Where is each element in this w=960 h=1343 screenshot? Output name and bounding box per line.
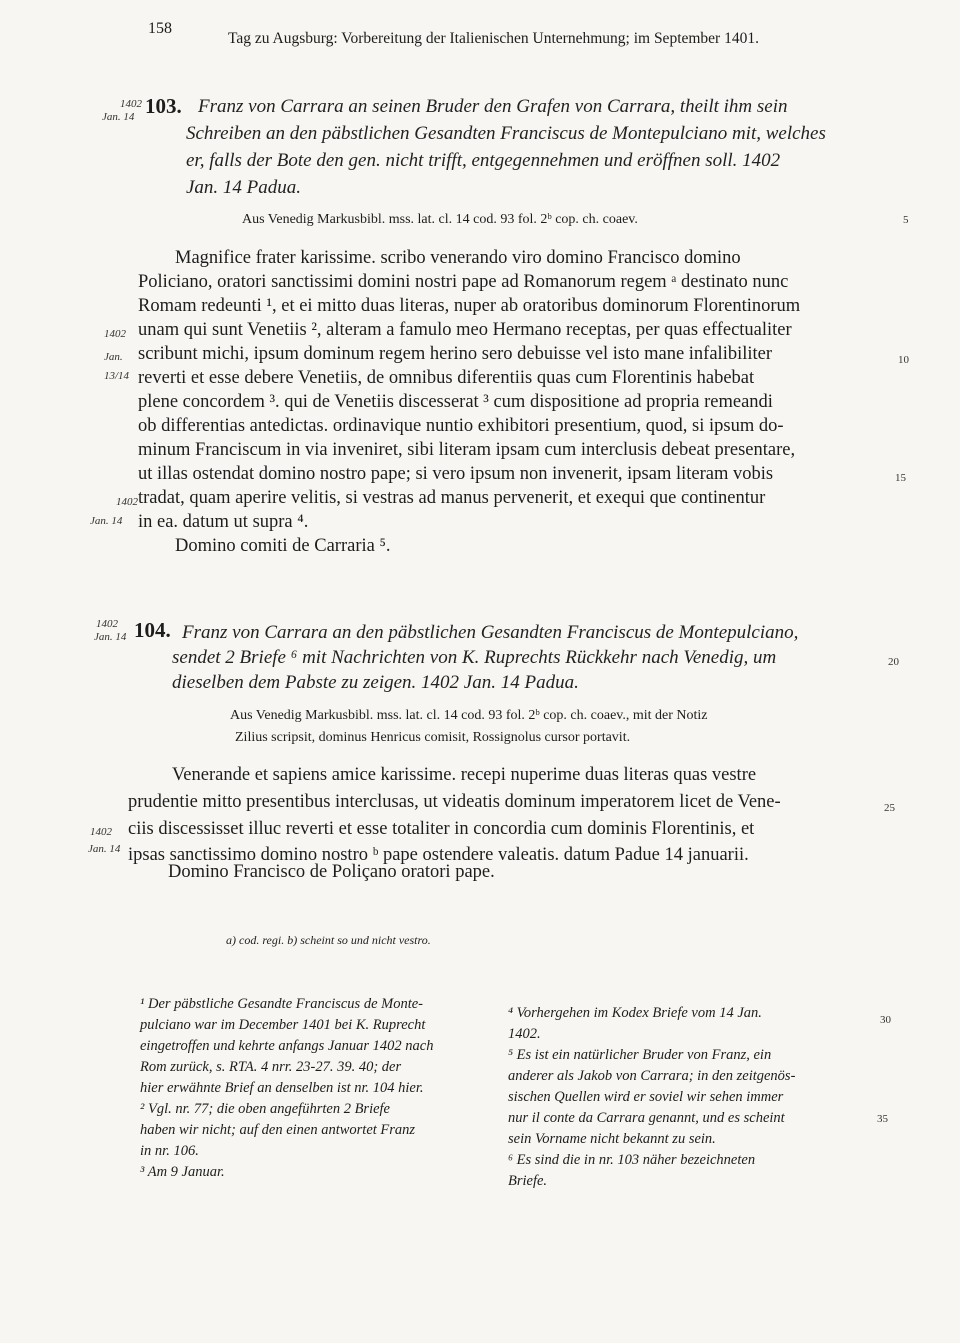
footnote-left-line: pulciano war im December 1401 bei K. Ruprecht (140, 1017, 426, 1033)
footnote-right-line: sischen Quellen wird er soviel wir sehen immer (508, 1089, 784, 1105)
body-103-line-8: ob differentias antedictas. ordinavique nuntio exhibitori presentium, quod, si ipsum do- (138, 416, 784, 436)
body-104-line-4: ipsas sanctissimo domino nostro ᵇ pape ostendere valeatis. datum Padue 14 januarii. (128, 845, 749, 865)
margin-date-103-body-1: 1402 Jan. 13/14 (104, 328, 130, 382)
line-number-30: 30 (880, 1014, 891, 1026)
doc-number-103: 103. (145, 94, 182, 118)
footnote-right-line: anderer als Jakob von Carrara; in den zeitgenös- (508, 1068, 796, 1084)
margin-date-103: 1402 Jan. 14 (102, 98, 142, 123)
footnote-right-line: Briefe. (508, 1173, 548, 1189)
line-number-15: 15 (895, 472, 906, 484)
body-104-line-2: prudentie mitto presentibus interclusas, ut videatis dominum imperatorem licet de Vene- (128, 792, 781, 812)
margin-date-103-body-2: 1402 Jan. 14 (90, 496, 138, 527)
footnote-left-line: ³ Am 9 Januar. (140, 1164, 225, 1180)
footnote-right-line: ⁶ Es sind die in nr. 103 näher bezeichneten (508, 1152, 756, 1168)
heading-103-line-1: Franz von Carrara an seinen Bruder den Grafen von Carrara, theilt ihm sein (198, 96, 788, 117)
body-103-line-6: reverti et esse debere Venetiis, de omnibus diferentiis quas cum Florentinis habebat (138, 368, 755, 388)
footnote-left-line: in nr. 106. (140, 1143, 199, 1159)
footnote-right-line: ⁵ Es ist ein natürlicher Bruder von Franz, ein (508, 1047, 772, 1063)
heading-103-line-2: Schreiben an den päbstlichen Gesandten Franciscus de Montepulciano mit, welches (186, 123, 826, 144)
line-number-5: 5 (903, 214, 909, 226)
footnotes-right (508, 1003, 853, 1192)
margin-date-104: 1402 Jan. 14 (94, 618, 127, 643)
body-103-line-12: in ea. datum ut supra ⁴. (138, 512, 309, 532)
footnotes-left (140, 994, 485, 1183)
heading-104-line-3: dieselben dem Pabste zu zeigen. 1402 Jan. 14 Padua. (172, 672, 579, 693)
footnote-left-line: ¹ Der päbstliche Gesandte Franciscus de Monte- (140, 996, 424, 1012)
line-number-20: 20 (888, 656, 899, 668)
source-104-line-1: Aus Venedig Markusbibl. mss. lat. cl. 14 cod. 93 fol. 2ᵇ cop. ch. coaev., mit der Notiz (230, 708, 708, 723)
footnote-right-line: sein Vorname nicht bekannt zu sein. (508, 1131, 716, 1147)
body-103-line-11: tradat, quam aperire velitis, si vestras ad manus pervenerit, et exequi que continentur (138, 488, 766, 508)
page-number: 158 (148, 20, 172, 37)
footnote-left-line: eingetroffen und kehrte anfangs Januar 1402 nach (140, 1038, 434, 1054)
footnote-left-line: haben wir nicht; auf den einen antwortet Franz (140, 1122, 416, 1138)
footnote-left-line: ² Vgl. nr. 77; die oben angeführten 2 Briefe (140, 1101, 390, 1117)
line-number-10: 10 (898, 354, 909, 366)
footnote-left-line: hier erwähnte Brief an denselben ist nr. 104 hier. (140, 1080, 424, 1096)
body-104-line-1: Venerande et sapiens amice karissime. recepi nuperime duas literas quas vestre (172, 765, 757, 785)
heading-103-line-3: er, falls der Bote den gen. nicht trifft, entgegennehmen und eröffnen soll. 1402 (186, 150, 781, 171)
body-103-line-9: minum Franciscum in via inveniret, sibi literam ipsam cum interclusis debeat presentare, (138, 440, 796, 460)
doc-number-104: 104. (134, 618, 171, 642)
footnote-left-line: Rom zurück, s. RTA. 4 nrr. 23-27. 39. 40; der (140, 1059, 402, 1075)
body-103-address: Domino comiti de Carraria ⁵. (175, 536, 391, 556)
body-103-line-1: Magnifice frater karissime. scribo venerando viro domino Francisco domino (175, 248, 741, 268)
line-number-35: 35 (877, 1113, 888, 1125)
heading-103-line-4: Jan. 14 Padua. (186, 177, 302, 198)
body-103-line-2: Policiano, oratori sanctissimi domini nostri pape ad Romanorum regem ᵃ destinato nunc (138, 272, 789, 292)
source-103: Aus Venedig Markusbibl. mss. lat. cl. 14 cod. 93 fol. 2ᵇ cop. ch. coaev. (242, 212, 638, 227)
critical-apparatus: a) cod. regi. b) scheint so und nicht vestro. (226, 933, 431, 947)
body-103-line-4: unam qui sunt Venetiis ², alteram a famulo meo Hermano receptas, per quas effectualiter (138, 320, 792, 340)
body-104-line-3: ciis discessisset illuc reverti et esse totaliter in concordia cum dominis Florentinis, et (128, 819, 755, 839)
footnote-right-line: nur il conte da Carrara genannt, und es scheint (508, 1110, 785, 1126)
heading-104-line-2: sendet 2 Briefe ⁶ mit Nachrichten von K. Ruprechts Rückkehr nach Venedig, um (172, 647, 777, 668)
body-103-line-3: Romam redeunti ¹, et ei mitto duas literas, nuper ab oratoribus dominorum Florentinorum (138, 296, 801, 316)
footnote-right-line: ⁴ Vorhergehen im Kodex Briefe vom 14 Jan. (508, 1005, 762, 1021)
body-104-address: Domino Francisco de Poliçano oratori pape. (168, 862, 495, 882)
line-number-25: 25 (884, 802, 895, 814)
body-103-line-10: ut illas ostendat domino nostro pape; si vero ipsum non invenerit, ipsam literam vobis (138, 464, 774, 484)
heading-104-line-1: Franz von Carrara an den päbstlichen Gesandten Franciscus de Montepulciano, (182, 622, 799, 643)
body-103-line-5: scribunt michi, ipsum dominum regem herino sero debuisse vel isto mane infalibiliter (138, 344, 773, 364)
source-104-line-2: Zilius scripsit, dominus Henricus comisit, Rossignolus cursor portavit. (235, 730, 631, 745)
margin-date-104-body: 1402 Jan. 14 (88, 826, 121, 855)
body-103-line-7: plene concordem ³. qui de Venetiis discesserat ³ cum dispositione ad propria remeandi (138, 392, 773, 412)
footnote-right-line: 1402. (508, 1026, 541, 1042)
running-title: Tag zu Augsburg: Vorbereitung der Italienischen Unternehmung; im September 1401. (228, 30, 759, 47)
